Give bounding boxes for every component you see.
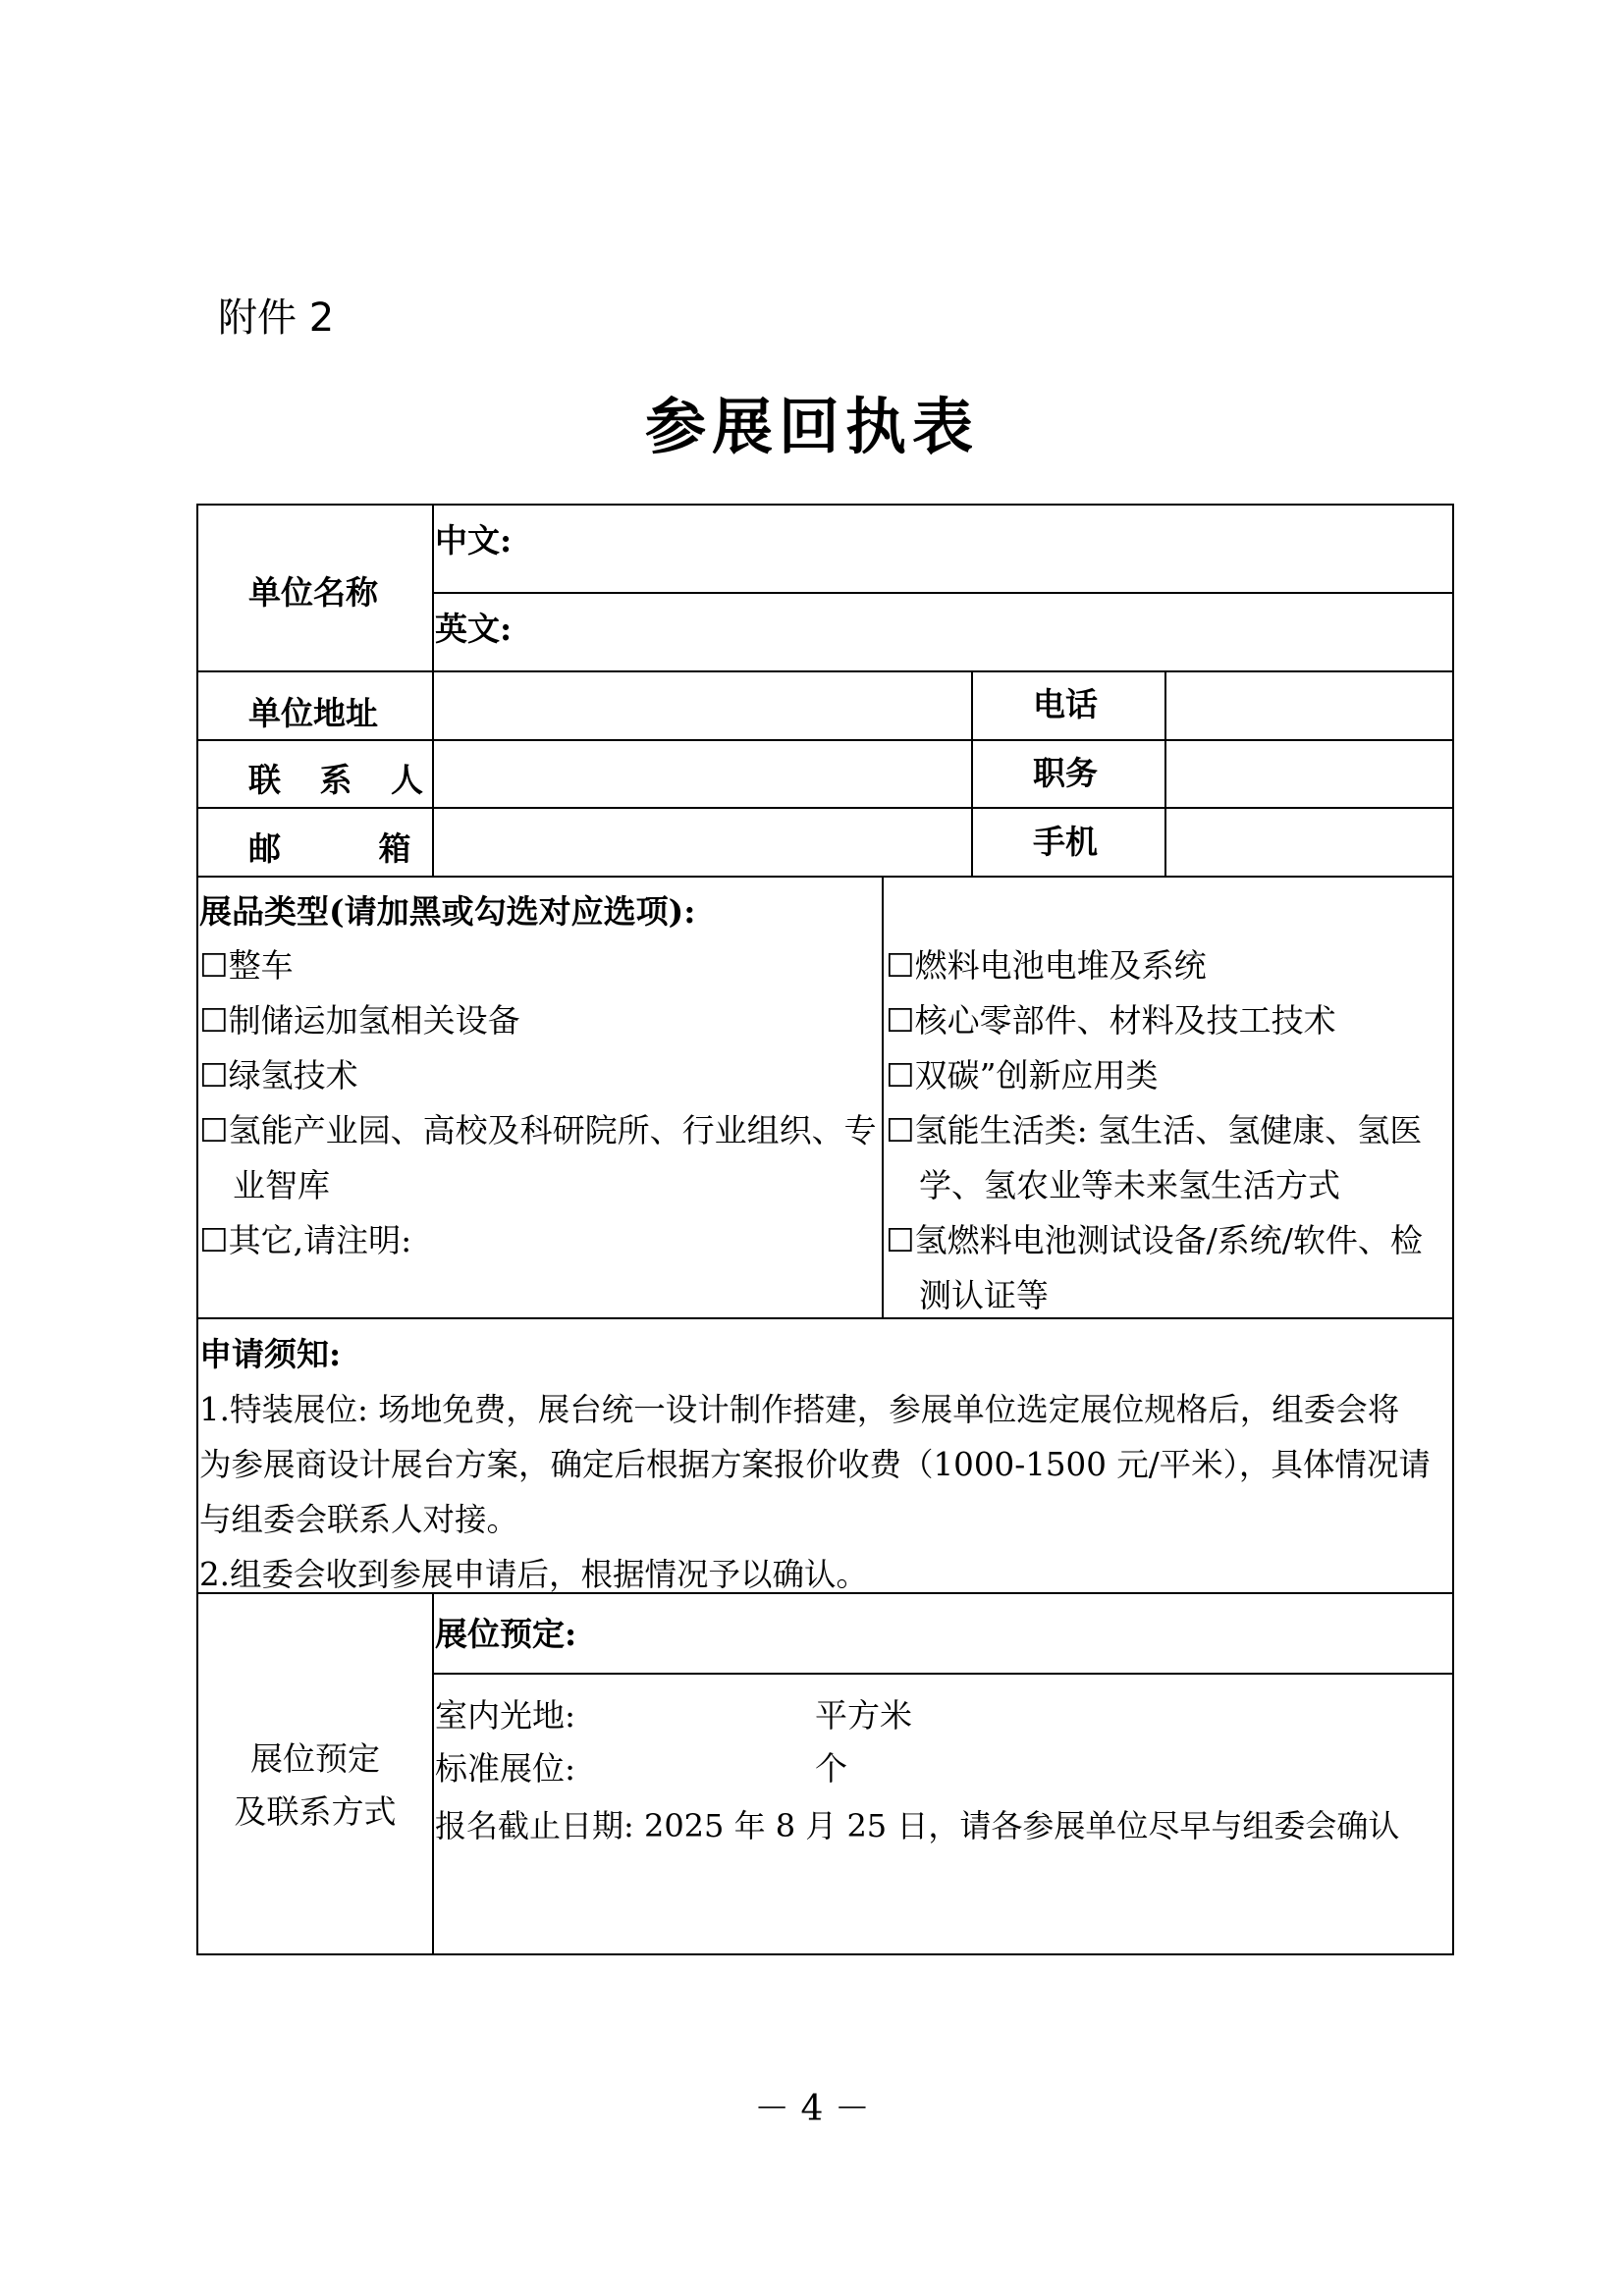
row-divider-types — [196, 876, 1454, 878]
row-divider-notice — [196, 1317, 1454, 1319]
chinese-name-field[interactable] — [530, 510, 1443, 585]
exhibit-option-hydrogen-life-cont: 学、氢农业等未来氢生活方式 — [919, 1166, 1340, 1204]
position-field[interactable] — [1170, 744, 1445, 801]
exhibit-option-other[interactable]: ☐其它,请注明: — [199, 1221, 412, 1259]
table-border-top — [196, 504, 1454, 506]
table-border-left — [196, 504, 198, 1955]
exhibit-option-industrial-park[interactable]: ☐氢能产业园、高校及科研院所、行业组织、专 — [199, 1111, 877, 1149]
page-title: 参展回执表 — [644, 391, 979, 462]
phone-field[interactable] — [1170, 675, 1445, 734]
notice-heading: 申请须知: — [199, 1335, 342, 1373]
row-divider-contact — [196, 739, 1454, 741]
phone-label: 电话 — [1033, 685, 1098, 723]
standard-booth-field[interactable] — [609, 1743, 805, 1790]
mobile-label: 手机 — [1033, 823, 1098, 861]
standard-booth-label: 标准展位: — [435, 1749, 576, 1788]
position-label: 职务 — [1033, 754, 1098, 792]
exhibit-option-testing[interactable]: ☐氢燃料电池测试设备/系统/软件、检 — [886, 1221, 1423, 1259]
exhibit-option-core-components[interactable]: ☐核心零部件、材料及技工技术 — [886, 1001, 1336, 1040]
booking-heading: 展位预定: — [435, 1615, 577, 1653]
page-number: － 4 － — [754, 2089, 870, 2129]
address-label: 单位地址 — [248, 694, 378, 732]
exhibit-option-fuel-cell-stack[interactable]: ☐燃料电池电堆及系统 — [886, 946, 1207, 985]
table-border-right — [1452, 504, 1454, 1955]
address-field[interactable] — [438, 675, 964, 734]
row-divider-booking-heading — [432, 1673, 1454, 1675]
row-divider-address — [196, 670, 1454, 672]
col-divider-label — [432, 504, 434, 876]
indoor-space-label: 室内光地: — [435, 1696, 576, 1735]
col-divider-types — [882, 876, 884, 1317]
col-divider-phone-left — [971, 670, 973, 876]
company-name-label: 单位名称 — [248, 573, 378, 612]
table-border-bottom — [196, 1953, 1454, 1955]
registration-deadline: 报名截止日期: 2025 年 8 月 25 日，请各参展单位尽早与组委会确认 — [435, 1807, 1400, 1844]
exhibit-types-heading: 展品类型(请加黑或勾选对应选项): — [199, 892, 696, 931]
exhibit-option-dual-carbon[interactable]: ☐双碳”创新应用类 — [886, 1056, 1159, 1095]
english-name-label: 英文: — [435, 610, 513, 648]
contact-label: 联 系 人 — [248, 761, 437, 799]
mobile-field[interactable] — [1170, 812, 1445, 869]
notice-line-1: 1.特装展位: 场地免费，展台统一设计制作搭建，参展单位选定展位规格后，组委会将 — [199, 1391, 1400, 1428]
exhibit-option-hydrogen-life[interactable]: ☐氢能生活类: 氢生活、氢健康、氢医 — [886, 1111, 1423, 1149]
exhibit-option-green-hydrogen[interactable]: ☐绿氢技术 — [199, 1056, 358, 1095]
email-field[interactable] — [438, 812, 964, 869]
chinese-name-label: 中文: — [435, 521, 513, 560]
english-name-field[interactable] — [530, 599, 1443, 664]
exhibit-option-testing-cont: 测认证等 — [919, 1276, 1049, 1314]
exhibit-option-vehicle[interactable]: ☐整车 — [199, 946, 294, 985]
indoor-space-unit: 平方米 — [815, 1696, 912, 1735]
row-divider-email — [196, 807, 1454, 809]
attachment-label: 附件 2 — [218, 295, 335, 341]
col-divider-label-booking — [432, 1592, 434, 1953]
notice-line-2: 为参展商设计展台方案，确定后根据方案报价收费（1000-1500 元/平米），具体情况请 — [199, 1446, 1431, 1483]
notice-line-4: 2.组委会收到参展申请后，根据情况予以确认。 — [199, 1556, 869, 1593]
standard-booth-unit: 个 — [815, 1749, 847, 1788]
col-divider-phone-right — [1164, 670, 1166, 876]
notice-line-3: 与组委会联系人对接。 — [199, 1501, 519, 1538]
booking-side-label-2: 及联系方式 — [234, 1792, 397, 1831]
exhibit-option-industrial-park-cont: 业智库 — [233, 1166, 330, 1204]
exhibit-option-hydrogen-equipment[interactable]: ☐制储运加氢相关设备 — [199, 1001, 520, 1040]
email-label: 邮 箱 — [248, 829, 455, 868]
contact-field[interactable] — [438, 744, 964, 801]
row-divider-name — [432, 592, 1454, 594]
booking-side-label-1: 展位预定 — [250, 1739, 380, 1778]
indoor-space-field[interactable] — [609, 1690, 805, 1737]
